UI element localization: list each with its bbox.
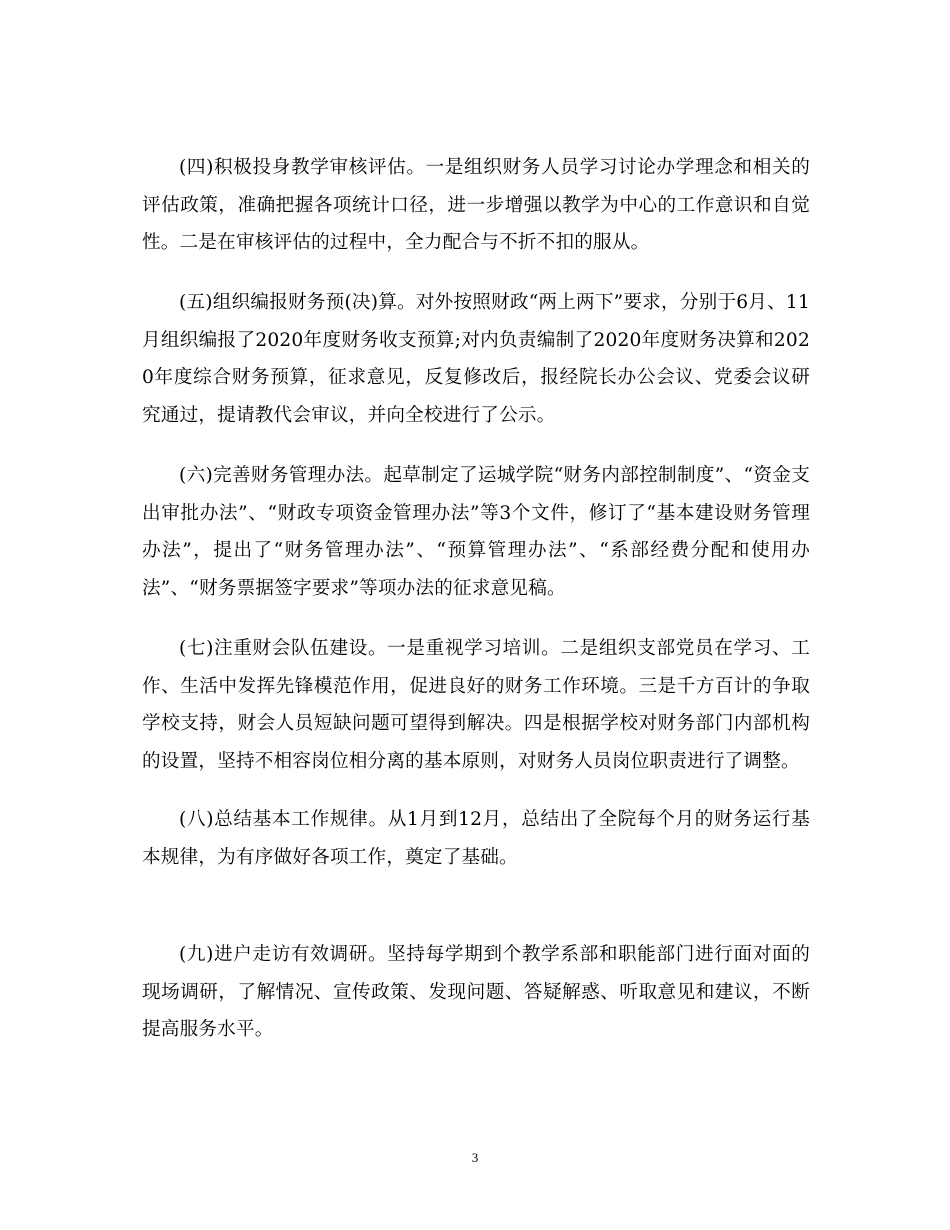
paragraph-8-work-patterns: (八)总结基本工作规律。从1月到12月，总结出了全院每个月的财务运行基本规律，为有序做好各项工作，奠定了基础。 (142, 809, 810, 868)
paragraph-7-team-building: (七)注重财会队伍建设。一是重视学习培训。二是组织支部党员在学习、工作、生活中发挥先锋模范作用，促进良好的财务工作环境。三是千方百计的争取学校支持，财会人员短缺问题可望得到解决。四是根据学校对财务部门内部机构的设置，坚持不相容岗位相分离的基本原则，对财务人员岗位职责进行了调整。 (142, 638, 810, 772)
paragraph-9-field-research: (九)进户走访有效调研。坚持每学期到个教学系部和职能部门进行面对面的现场调研，了解情况、宣传政策、发现问题、答疑解惑、听取意见和建议，不断提高服务水平。 (142, 944, 810, 1040)
paragraph-4-teaching-evaluation: (四)积极投身教学审核评估。一是组织财务人员学习讨论办学理念和相关的评估政策，准确把握各项统计口径，进一步增强以教学为中心的工作意识和自觉性。二是在审核评估的过程中，全力配合与不折不扣的服从。 (142, 157, 810, 253)
paragraph-6-management-measures: (六)完善财务管理办法。起草制定了运城学院“财务内部控制制度”、“资金支出审批办法”、“财政专项资金管理办法”等3个文件，修订了“基本建设财务管理办法”，提出了“财务管理办法”、“预算管理办法”、“系部经费分配和使用办法”、“财务票据签字要求”等项办法的征求意见稿。 (142, 465, 810, 599)
paragraph-5-budget-reporting: (五)组织编报财务预(决)算。对外按照财政“两上两下”要求，分别于6月、11月组织编报了2020年度财务收支预算;对内负责编制了2020年度财务决算和2020年度综合财务预算，征求意见，反复修改后，报经院长办公会议、党委会议研究通过，提请教代会审议，并向全校进行了公示。 (142, 292, 810, 426)
page-number: 3 (471, 1150, 479, 1165)
